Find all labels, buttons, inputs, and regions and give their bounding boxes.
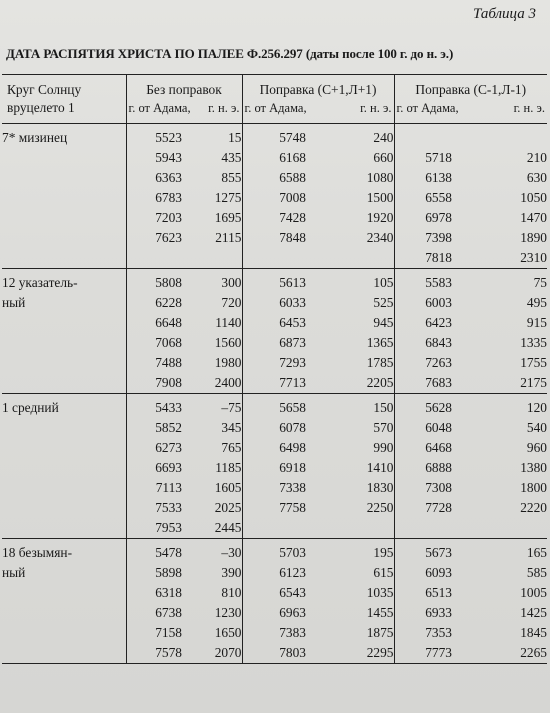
year-ad-plus: 2250 (366, 500, 394, 515)
year-adam-plain: 5943 (126, 148, 182, 168)
year-adam-minus: 6423 (394, 313, 452, 333)
year-ad-minus: 630 (526, 170, 547, 185)
year-adam-plus: 6168 (242, 148, 306, 168)
year-ad-plus: 525 (373, 295, 394, 310)
year-ad-minus: 540 (526, 420, 547, 435)
year-ad-minus: 1335 (520, 335, 547, 350)
year-adam-minus: 7683 (394, 373, 452, 394)
year-adam-minus: 7773 (394, 643, 452, 664)
year-ad-plus: 990 (373, 440, 394, 455)
year-ad-plus: 1365 (366, 335, 394, 350)
year-adam-plain (126, 248, 182, 269)
year-ad-plain: 765 (221, 440, 242, 455)
circle-label-line: 1 средний (2, 400, 59, 415)
caption-subtitle: (даты после 100 г. до н. э.) (305, 46, 454, 61)
year-adam-plus: 5613 (242, 269, 306, 294)
year-adam-plain: 7113 (126, 478, 182, 498)
year-adam-minus: 7398 (394, 228, 452, 248)
circle-label (2, 124, 126, 269)
circle-label (2, 269, 126, 394)
circle-label-line: ный (2, 295, 26, 310)
year-adam-plain: 5478 (126, 539, 182, 564)
header-group-1: Без поправок г. от Адама, г. н. э. (126, 75, 242, 124)
circle-label-line: 7* мизинец (2, 130, 68, 145)
year-ad-plain: 1650 (214, 625, 242, 640)
year-ad-plain: 1980 (214, 355, 242, 370)
year-ad-minus: 960 (526, 440, 547, 455)
year-ad-minus: 1755 (520, 355, 547, 370)
table-row (2, 124, 547, 149)
year-ad-plus: 2205 (306, 373, 394, 394)
year-ad-minus: 2175 (452, 373, 547, 394)
year-ad-minus: 1845 (520, 625, 547, 640)
year-adam-minus: 7818 (394, 248, 452, 269)
circle-label-line: 18 безымян- (2, 545, 73, 560)
year-ad-minus (452, 124, 547, 149)
year-adam-plain: 7908 (126, 373, 182, 394)
year-adam-minus: 6888 (394, 458, 452, 478)
header-group-3: Поправка (С-1,Л-1) г. от Адама, г. н. э. (394, 75, 547, 124)
year-adam-plus: 6543 (242, 583, 306, 603)
header-circle: Круг Солнцу вруцелето 1 (2, 75, 126, 124)
year-ad-plus: 570 (373, 420, 394, 435)
year-adam-minus: 6003 (394, 293, 452, 313)
year-adam-plain: 7578 (126, 643, 182, 664)
year-ad-plain: 1230 (214, 605, 242, 620)
circle-label (2, 539, 126, 664)
year-ad-plus (306, 248, 394, 269)
year-ad-minus: 75 (533, 275, 547, 290)
year-ad-plain: 1605 (214, 480, 242, 495)
year-ad-plus: 945 (373, 315, 394, 330)
year-ad-plain: 435 (221, 150, 242, 165)
year-ad-plain: 1560 (214, 335, 242, 350)
year-adam-plain: 6693 (126, 458, 182, 478)
circle-label-line: 12 указатель- (2, 275, 78, 290)
year-adam-plus: 5658 (242, 394, 306, 419)
table-row (2, 269, 547, 294)
table-number-label: Таблица 3 (473, 6, 536, 22)
year-ad-plain: –75 (221, 400, 242, 415)
year-adam-plain: 6228 (126, 293, 182, 313)
table-caption (6, 46, 546, 62)
year-ad-plain: 810 (221, 585, 242, 600)
year-adam-plain: 6783 (126, 188, 182, 208)
year-ad-minus: 585 (526, 565, 547, 580)
crucifixion-dates-table (2, 74, 547, 664)
year-adam-minus: 6048 (394, 418, 452, 438)
circle-label-line: ный (2, 565, 26, 580)
year-adam-plus: 6498 (242, 438, 306, 458)
year-ad-plain: 2070 (182, 643, 242, 664)
year-adam-plain: 6273 (126, 438, 182, 458)
year-ad-minus: 165 (526, 545, 547, 560)
year-adam-plain: 5898 (126, 563, 182, 583)
year-adam-plus: 7428 (242, 208, 306, 228)
year-adam-plus: 7338 (242, 478, 306, 498)
year-adam-minus: 6468 (394, 438, 452, 458)
year-adam-plain: 5523 (126, 124, 182, 149)
year-adam-plus: 7293 (242, 353, 306, 373)
year-adam-plain: 5852 (126, 418, 182, 438)
year-adam-plain: 6318 (126, 583, 182, 603)
year-ad-plain: 2400 (182, 373, 242, 394)
year-adam-plain: 7068 (126, 333, 182, 353)
year-adam-minus: 6558 (394, 188, 452, 208)
circle-label (2, 394, 126, 539)
year-adam-plus: 6873 (242, 333, 306, 353)
year-adam-plain: 7533 (126, 498, 182, 518)
year-adam-plain: 7488 (126, 353, 182, 373)
year-adam-plus: 6453 (242, 313, 306, 333)
year-adam-plain: 7158 (126, 623, 182, 643)
year-ad-plus: 2295 (306, 643, 394, 664)
year-adam-minus: 6933 (394, 603, 452, 623)
year-ad-minus: 1800 (520, 480, 547, 495)
year-ad-plain (182, 248, 242, 269)
year-ad-plus: 1080 (366, 170, 394, 185)
year-ad-plus: 1035 (366, 585, 394, 600)
year-adam-plus: 7803 (242, 643, 306, 664)
year-ad-minus: 1005 (520, 585, 547, 600)
year-ad-plain: 1140 (215, 315, 242, 330)
year-ad-plus: 1830 (366, 480, 394, 495)
header-group-2: Поправка (С+1,Л+1) г. от Адама, г. н. э. (242, 75, 394, 124)
year-adam-minus: 6513 (394, 583, 452, 603)
year-ad-plain: –30 (221, 545, 242, 560)
year-adam-plus (242, 518, 306, 539)
year-adam-plain: 6648 (126, 313, 182, 333)
year-adam-plus: 7008 (242, 188, 306, 208)
year-ad-plain: 855 (221, 170, 242, 185)
year-ad-plain: 720 (221, 295, 242, 310)
year-ad-plain: 1275 (214, 190, 242, 205)
year-ad-minus: 2265 (452, 643, 547, 664)
table-body (2, 124, 547, 664)
year-ad-plus: 1410 (366, 460, 394, 475)
year-ad-plus: 615 (373, 565, 394, 580)
year-adam-plus: 6033 (242, 293, 306, 313)
year-ad-plus: 660 (373, 150, 394, 165)
year-adam-minus: 6978 (394, 208, 452, 228)
year-ad-plain: 15 (228, 130, 242, 145)
year-adam-plus: 6588 (242, 168, 306, 188)
year-ad-plain: 1185 (215, 460, 242, 475)
year-adam-plain: 7203 (126, 208, 182, 228)
year-ad-plain: 345 (221, 420, 242, 435)
year-ad-minus: 1890 (520, 230, 547, 245)
year-ad-plus: 1920 (366, 210, 394, 225)
year-adam-plus (242, 248, 306, 269)
year-ad-minus: 495 (526, 295, 547, 310)
year-adam-minus: 5673 (394, 539, 452, 564)
year-adam-minus: 6093 (394, 563, 452, 583)
year-ad-minus: 2310 (452, 248, 547, 269)
year-adam-plus: 7383 (242, 623, 306, 643)
year-ad-minus: 2220 (520, 500, 547, 515)
year-ad-minus (452, 518, 547, 539)
table-row (2, 539, 547, 564)
year-ad-plain: 390 (221, 565, 242, 580)
year-ad-plain: 300 (221, 275, 242, 290)
year-ad-plain: 2115 (215, 230, 242, 245)
year-adam-plus: 6078 (242, 418, 306, 438)
year-adam-minus (394, 124, 452, 149)
year-ad-minus: 1425 (520, 605, 547, 620)
year-ad-plus: 240 (373, 130, 394, 145)
year-ad-minus: 1050 (520, 190, 547, 205)
year-adam-plain: 7953 (126, 518, 182, 539)
year-ad-minus: 120 (526, 400, 547, 415)
caption-title: ДАТА РАСПЯТИЯ ХРИСТА ПО ПАЛЕЕ Ф.256.297 (6, 46, 303, 61)
year-adam-plus: 7848 (242, 228, 306, 248)
year-ad-plus: 1500 (366, 190, 394, 205)
year-ad-plus: 195 (373, 545, 394, 560)
year-ad-plus: 2340 (366, 230, 394, 245)
year-ad-plain: 2025 (214, 500, 242, 515)
year-ad-minus: 210 (526, 150, 547, 165)
year-adam-plus: 7758 (242, 498, 306, 518)
year-adam-minus: 7353 (394, 623, 452, 643)
year-adam-minus: 5718 (394, 148, 452, 168)
table-row (2, 394, 547, 419)
year-adam-plain: 7623 (126, 228, 182, 248)
year-adam-plus: 5703 (242, 539, 306, 564)
year-ad-plain: 2445 (182, 518, 242, 539)
year-adam-plain: 5808 (126, 269, 182, 294)
year-ad-plus: 1455 (366, 605, 394, 620)
year-adam-plain: 6738 (126, 603, 182, 623)
year-adam-plus: 5748 (242, 124, 306, 149)
header-row (2, 75, 547, 124)
year-adam-plain: 5433 (126, 394, 182, 419)
year-adam-minus: 7728 (394, 498, 452, 518)
year-ad-plus: 150 (373, 400, 394, 415)
year-adam-plus: 6123 (242, 563, 306, 583)
year-ad-plus: 1875 (366, 625, 394, 640)
year-adam-plain: 6363 (126, 168, 182, 188)
year-adam-plus: 7713 (242, 373, 306, 394)
year-adam-minus: 6138 (394, 168, 452, 188)
year-ad-plain: 1695 (214, 210, 242, 225)
year-adam-minus (394, 518, 452, 539)
year-adam-minus: 7263 (394, 353, 452, 373)
year-adam-minus: 5583 (394, 269, 452, 294)
year-adam-minus: 6843 (394, 333, 452, 353)
year-adam-minus: 5628 (394, 394, 452, 419)
year-ad-minus: 1470 (520, 210, 547, 225)
year-adam-minus: 7308 (394, 478, 452, 498)
year-ad-minus: 915 (526, 315, 547, 330)
year-adam-plus: 6963 (242, 603, 306, 623)
year-adam-plus: 6918 (242, 458, 306, 478)
year-ad-plus: 1785 (366, 355, 394, 370)
year-ad-minus: 1380 (520, 460, 547, 475)
year-ad-plus: 105 (373, 275, 394, 290)
year-ad-plus (306, 518, 394, 539)
